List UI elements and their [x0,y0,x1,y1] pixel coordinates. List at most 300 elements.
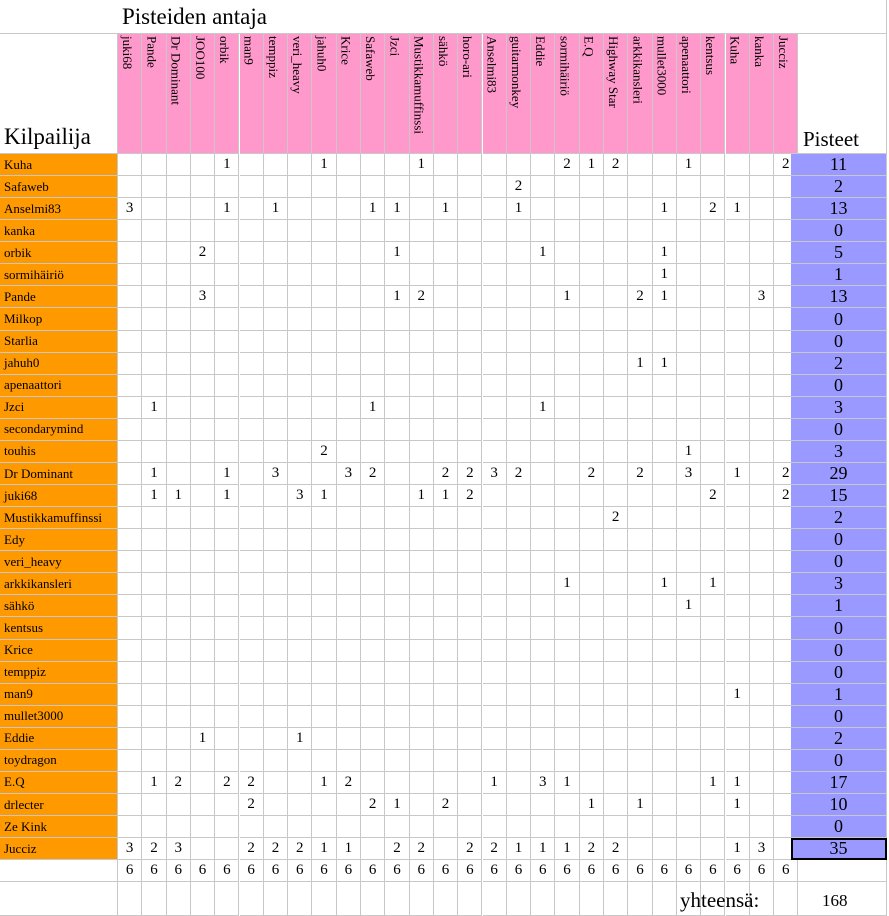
contestant-name[interactable]: orbik [0,242,118,264]
point-cell[interactable] [507,573,531,595]
point-cell[interactable]: 1 [701,573,725,595]
point-cell[interactable] [410,662,434,684]
point-cell[interactable] [458,176,482,198]
point-cell[interactable] [240,375,264,397]
point-cell[interactable] [167,573,191,595]
contestant-name[interactable]: sormihäiriö [0,264,118,286]
point-cell[interactable] [750,794,774,816]
point-cell[interactable] [215,529,239,551]
point-cell[interactable] [701,640,725,662]
point-cell[interactable] [312,507,336,529]
point-cell[interactable] [264,353,288,375]
point-cell[interactable] [483,198,507,220]
point-cell[interactable] [142,198,166,220]
point-cell[interactable] [604,573,628,595]
giver-header[interactable] [434,34,458,154]
giver-header[interactable] [215,34,239,154]
point-cell[interactable] [483,595,507,617]
point-cell[interactable] [191,551,215,573]
giver-header[interactable] [750,34,774,154]
point-cell[interactable] [215,684,239,706]
score-cell[interactable]: 3 [791,397,887,419]
point-cell[interactable] [361,485,385,507]
point-cell[interactable] [264,595,288,617]
point-cell[interactable] [483,640,507,662]
point-cell[interactable] [410,551,434,573]
point-cell[interactable] [337,507,361,529]
point-cell[interactable] [677,397,701,419]
point-cell[interactable] [118,463,142,485]
point-cell[interactable]: 1 [385,286,409,308]
point-cell[interactable] [580,397,604,419]
giver-header[interactable] [701,34,725,154]
point-cell[interactable] [458,551,482,573]
point-cell[interactable] [118,242,142,264]
point-cell[interactable] [653,838,677,860]
point-cell[interactable]: 2 [604,154,628,176]
point-cell[interactable] [410,397,434,419]
score-cell[interactable]: 3 [791,573,887,595]
point-cell[interactable] [677,838,701,860]
point-cell[interactable]: 2 [240,772,264,794]
score-cell[interactable]: 35 [791,838,887,860]
contestant-name[interactable]: arkkikansleri [0,573,118,595]
point-cell[interactable]: 1 [628,353,652,375]
point-cell[interactable]: 2 [264,838,288,860]
point-cell[interactable] [240,816,264,838]
point-cell[interactable] [434,838,458,860]
point-cell[interactable] [555,794,579,816]
point-cell[interactable] [312,220,336,242]
point-cell[interactable] [240,573,264,595]
point-cell[interactable]: 3 [288,485,312,507]
point-cell[interactable]: 2 [604,838,628,860]
point-cell[interactable] [191,198,215,220]
point-cell[interactable] [701,419,725,441]
point-cell[interactable] [483,728,507,750]
point-cell[interactable] [580,264,604,286]
point-cell[interactable] [312,308,336,330]
given-count-cell[interactable]: 6 [410,860,434,882]
point-cell[interactable] [677,662,701,684]
point-cell[interactable] [288,220,312,242]
point-cell[interactable] [337,529,361,551]
point-cell[interactable] [653,463,677,485]
point-cell[interactable] [750,308,774,330]
point-cell[interactable] [507,551,531,573]
point-cell[interactable] [191,375,215,397]
contestant-name[interactable]: mullet3000 [0,706,118,728]
point-cell[interactable] [531,816,555,838]
point-cell[interactable] [677,507,701,529]
point-cell[interactable] [628,331,652,353]
point-cell[interactable] [726,242,750,264]
point-cell[interactable] [118,220,142,242]
point-cell[interactable] [118,441,142,463]
point-cell[interactable] [337,617,361,639]
point-cell[interactable] [750,220,774,242]
point-cell[interactable] [434,331,458,353]
point-cell[interactable] [555,331,579,353]
point-cell[interactable] [507,507,531,529]
point-cell[interactable] [264,617,288,639]
point-cell[interactable] [726,640,750,662]
point-cell[interactable]: 2 [385,838,409,860]
contestant-name[interactable]: touhis [0,441,118,463]
given-count-cell[interactable]: 6 [118,860,142,882]
point-cell[interactable] [142,507,166,529]
point-cell[interactable] [507,331,531,353]
point-cell[interactable]: 1 [653,242,677,264]
point-cell[interactable] [142,551,166,573]
point-cell[interactable] [483,264,507,286]
point-cell[interactable] [677,640,701,662]
point-cell[interactable] [215,816,239,838]
point-cell[interactable] [264,706,288,728]
point-cell[interactable] [337,816,361,838]
point-cell[interactable] [240,441,264,463]
point-cell[interactable] [750,198,774,220]
point-cell[interactable] [288,331,312,353]
point-cell[interactable] [701,331,725,353]
given-count-cell[interactable]: 6 [677,860,701,882]
point-cell[interactable] [531,220,555,242]
point-cell[interactable] [555,684,579,706]
point-cell[interactable] [215,640,239,662]
point-cell[interactable]: 3 [118,198,142,220]
point-cell[interactable] [142,441,166,463]
point-cell[interactable]: 1 [580,154,604,176]
giver-header[interactable] [191,34,215,154]
point-cell[interactable] [385,551,409,573]
point-cell[interactable] [726,441,750,463]
point-cell[interactable] [337,794,361,816]
point-cell[interactable] [264,397,288,419]
point-cell[interactable] [580,485,604,507]
point-cell[interactable] [726,706,750,728]
point-cell[interactable] [628,573,652,595]
point-cell[interactable] [240,331,264,353]
point-cell[interactable] [410,308,434,330]
point-cell[interactable] [167,640,191,662]
point-cell[interactable]: 1 [288,728,312,750]
point-cell[interactable] [240,286,264,308]
point-cell[interactable]: 1 [628,794,652,816]
point-cell[interactable] [628,838,652,860]
point-cell[interactable] [288,176,312,198]
point-cell[interactable] [215,308,239,330]
point-cell[interactable] [361,750,385,772]
point-cell[interactable] [507,662,531,684]
point-cell[interactable] [167,264,191,286]
point-cell[interactable] [750,176,774,198]
point-cell[interactable] [507,419,531,441]
point-cell[interactable] [215,331,239,353]
point-cell[interactable] [726,529,750,551]
point-cell[interactable] [215,551,239,573]
point-cell[interactable] [750,242,774,264]
point-cell[interactable] [580,816,604,838]
point-cell[interactable] [677,617,701,639]
point-cell[interactable] [167,353,191,375]
point-cell[interactable] [312,573,336,595]
point-cell[interactable] [555,728,579,750]
point-cell[interactable] [458,750,482,772]
giver-header[interactable] [726,34,750,154]
giver-header[interactable] [312,34,336,154]
point-cell[interactable] [507,816,531,838]
point-cell[interactable]: 1 [677,154,701,176]
giver-header[interactable] [264,34,288,154]
point-cell[interactable] [288,353,312,375]
point-cell[interactable]: 2 [555,154,579,176]
given-count-cell[interactable]: 6 [312,860,336,882]
point-cell[interactable] [312,617,336,639]
given-count-cell[interactable]: 6 [191,860,215,882]
point-cell[interactable]: 3 [191,286,215,308]
point-cell[interactable] [531,617,555,639]
point-cell[interactable] [385,640,409,662]
contestant-name[interactable]: toydragon [0,750,118,772]
score-cell[interactable]: 1 [791,595,887,617]
point-cell[interactable]: 1 [555,573,579,595]
given-count-cell[interactable]: 6 [750,860,774,882]
point-cell[interactable] [507,595,531,617]
point-cell[interactable] [750,419,774,441]
point-cell[interactable] [337,595,361,617]
point-cell[interactable] [507,264,531,286]
point-cell[interactable] [240,397,264,419]
point-cell[interactable]: 2 [507,176,531,198]
point-cell[interactable] [312,662,336,684]
point-cell[interactable] [677,308,701,330]
point-cell[interactable] [653,662,677,684]
point-cell[interactable] [288,397,312,419]
point-cell[interactable] [264,176,288,198]
point-cell[interactable] [337,286,361,308]
point-cell[interactable] [142,728,166,750]
point-cell[interactable] [240,529,264,551]
point-cell[interactable] [337,198,361,220]
score-cell[interactable]: 2 [791,728,887,750]
point-cell[interactable] [531,684,555,706]
point-cell[interactable] [312,816,336,838]
point-cell[interactable] [264,772,288,794]
point-cell[interactable] [750,463,774,485]
point-cell[interactable] [483,331,507,353]
point-cell[interactable] [191,331,215,353]
score-cell[interactable]: 10 [791,794,887,816]
point-cell[interactable] [701,441,725,463]
point-cell[interactable] [240,154,264,176]
point-cell[interactable] [580,507,604,529]
point-cell[interactable] [142,816,166,838]
point-cell[interactable] [628,529,652,551]
point-cell[interactable] [580,331,604,353]
given-count-cell[interactable]: 6 [580,860,604,882]
point-cell[interactable] [580,595,604,617]
point-cell[interactable] [118,397,142,419]
point-cell[interactable] [288,794,312,816]
point-cell[interactable] [167,176,191,198]
point-cell[interactable] [580,198,604,220]
point-cell[interactable] [701,375,725,397]
point-cell[interactable] [750,375,774,397]
point-cell[interactable] [167,441,191,463]
point-cell[interactable] [361,353,385,375]
point-cell[interactable] [653,640,677,662]
point-cell[interactable] [434,286,458,308]
point-cell[interactable] [653,220,677,242]
point-cell[interactable] [726,264,750,286]
contestant-name[interactable]: Jzci [0,397,118,419]
point-cell[interactable] [677,573,701,595]
point-cell[interactable] [750,640,774,662]
point-cell[interactable] [434,397,458,419]
point-cell[interactable] [434,772,458,794]
point-cell[interactable] [677,198,701,220]
point-cell[interactable] [215,286,239,308]
point-cell[interactable] [458,772,482,794]
given-count-cell[interactable]: 6 [531,860,555,882]
point-cell[interactable] [701,176,725,198]
point-cell[interactable] [264,308,288,330]
point-cell[interactable] [458,573,482,595]
giver-header[interactable] [483,34,507,154]
point-cell[interactable]: 3 [750,838,774,860]
point-cell[interactable] [167,198,191,220]
point-cell[interactable]: 3 [750,286,774,308]
contestant-name[interactable]: secondarymind [0,419,118,441]
point-cell[interactable]: 1 [726,794,750,816]
point-cell[interactable] [264,816,288,838]
point-cell[interactable] [483,353,507,375]
point-cell[interactable] [118,617,142,639]
point-cell[interactable] [604,419,628,441]
point-cell[interactable] [531,662,555,684]
point-cell[interactable] [653,419,677,441]
point-cell[interactable]: 1 [653,198,677,220]
point-cell[interactable] [458,397,482,419]
point-cell[interactable] [312,331,336,353]
point-cell[interactable]: 2 [701,485,725,507]
point-cell[interactable] [580,551,604,573]
point-cell[interactable] [361,264,385,286]
point-cell[interactable] [264,794,288,816]
point-cell[interactable] [507,441,531,463]
point-cell[interactable] [167,463,191,485]
point-cell[interactable] [191,176,215,198]
score-cell[interactable]: 0 [791,640,887,662]
point-cell[interactable] [483,176,507,198]
point-cell[interactable] [483,441,507,463]
point-cell[interactable] [312,397,336,419]
point-cell[interactable] [118,331,142,353]
point-cell[interactable]: 2 [410,838,434,860]
point-cell[interactable] [507,794,531,816]
point-cell[interactable] [531,640,555,662]
point-cell[interactable] [312,264,336,286]
point-cell[interactable] [434,220,458,242]
point-cell[interactable] [726,154,750,176]
giver-header[interactable] [677,34,701,154]
giver-header[interactable] [653,34,677,154]
point-cell[interactable] [555,816,579,838]
point-cell[interactable] [580,728,604,750]
point-cell[interactable] [434,375,458,397]
point-cell[interactable] [507,242,531,264]
point-cell[interactable] [458,794,482,816]
point-cell[interactable] [288,551,312,573]
point-cell[interactable] [628,375,652,397]
point-cell[interactable] [555,617,579,639]
point-cell[interactable] [701,529,725,551]
point-cell[interactable] [361,242,385,264]
point-cell[interactable] [458,331,482,353]
point-cell[interactable] [726,728,750,750]
point-cell[interactable] [385,353,409,375]
contestant-name[interactable]: Ze Kink [0,816,118,838]
point-cell[interactable] [240,617,264,639]
point-cell[interactable] [410,198,434,220]
point-cell[interactable] [215,794,239,816]
point-cell[interactable] [726,617,750,639]
point-cell[interactable] [434,154,458,176]
point-cell[interactable] [653,750,677,772]
point-cell[interactable] [701,308,725,330]
point-cell[interactable]: 1 [726,684,750,706]
point-cell[interactable] [555,419,579,441]
point-cell[interactable] [555,242,579,264]
given-count-cell[interactable]: 6 [434,860,458,882]
point-cell[interactable] [142,706,166,728]
point-cell[interactable] [385,419,409,441]
point-cell[interactable] [483,551,507,573]
point-cell[interactable]: 1 [361,397,385,419]
point-cell[interactable] [240,595,264,617]
score-cell[interactable]: 0 [791,662,887,684]
point-cell[interactable] [653,706,677,728]
point-cell[interactable] [410,176,434,198]
point-cell[interactable] [458,728,482,750]
point-cell[interactable] [385,750,409,772]
point-cell[interactable] [264,154,288,176]
contestant-name[interactable]: Pande [0,286,118,308]
point-cell[interactable] [410,331,434,353]
point-cell[interactable] [142,264,166,286]
point-cell[interactable] [312,640,336,662]
point-cell[interactable] [337,662,361,684]
point-cell[interactable] [264,573,288,595]
point-cell[interactable] [361,640,385,662]
point-cell[interactable] [531,485,555,507]
point-cell[interactable] [288,640,312,662]
given-count-cell[interactable]: 6 [264,860,288,882]
point-cell[interactable] [628,242,652,264]
point-cell[interactable] [167,728,191,750]
point-cell[interactable] [118,662,142,684]
point-cell[interactable] [385,176,409,198]
point-cell[interactable] [288,419,312,441]
point-cell[interactable] [434,684,458,706]
point-cell[interactable]: 1 [507,198,531,220]
score-cell[interactable]: 2 [791,353,887,375]
point-cell[interactable] [215,375,239,397]
point-cell[interactable] [240,353,264,375]
point-cell[interactable] [726,353,750,375]
point-cell[interactable] [264,640,288,662]
point-cell[interactable]: 1 [410,154,434,176]
